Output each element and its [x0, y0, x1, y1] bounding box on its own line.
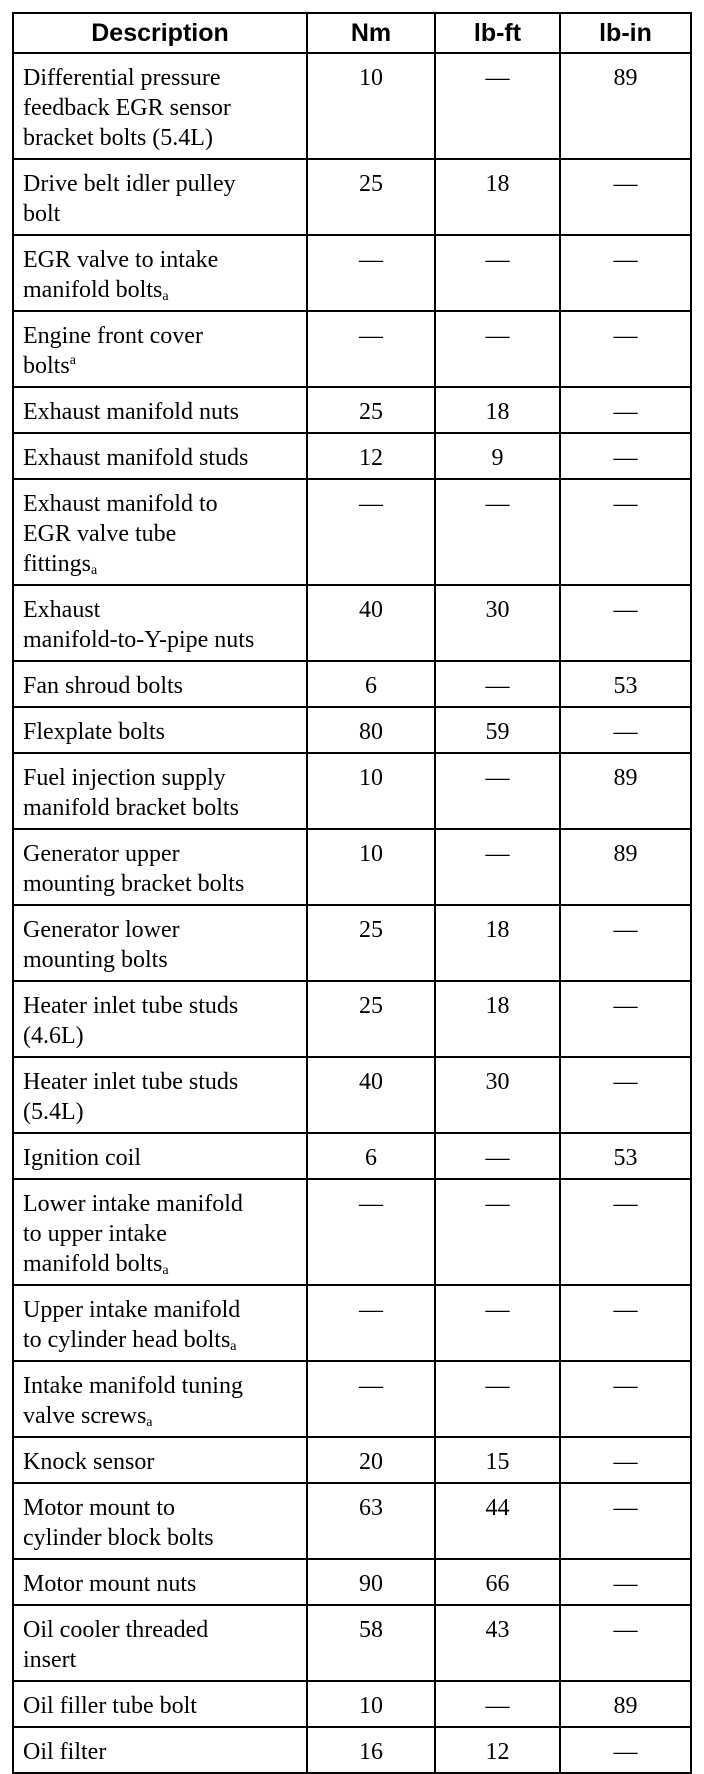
value-lb-in: —	[560, 1559, 691, 1605]
value-lb-in: —	[560, 1057, 691, 1133]
description-text: Motor mount to cylinder block bolts	[23, 1495, 214, 1551]
row-description	[13, 585, 307, 661]
value-nm: 10	[307, 829, 435, 905]
row-description	[13, 311, 307, 387]
row-description	[13, 159, 307, 235]
description-text: Exhaust manifold to EGR valve tube fittings	[23, 491, 218, 577]
footnote-marker: a	[162, 1263, 169, 1278]
value-lb-in: —	[560, 1437, 691, 1483]
value-lb-in: —	[560, 311, 691, 387]
value-lb-ft: 18	[435, 159, 560, 235]
value-nm: 6	[307, 1133, 435, 1179]
value-lb-ft: —	[435, 1179, 560, 1285]
value-lb-ft: 30	[435, 585, 560, 661]
description-text: Oil cooler threaded insert	[23, 1617, 209, 1673]
value-lb-ft: —	[435, 1285, 560, 1361]
table-header-row	[13, 13, 691, 53]
value-nm: 10	[307, 753, 435, 829]
value-nm: —	[307, 1285, 435, 1361]
header-lb-ft: lb-ft	[435, 13, 560, 53]
description-text: Ignition coil	[23, 1145, 141, 1171]
table-row	[13, 159, 691, 235]
table-row	[13, 1605, 691, 1681]
row-description	[13, 905, 307, 981]
description-text: Fan shroud bolts	[23, 673, 184, 699]
table-row	[13, 905, 691, 981]
row-description	[13, 1727, 307, 1773]
row-description	[13, 1605, 307, 1681]
description-text: Exhaust manifold-to-Y-pipe nuts	[23, 597, 255, 653]
description-text: Heater inlet tube studs (5.4L)	[23, 1069, 239, 1125]
description-text: Generator lower mounting bolts	[23, 917, 180, 973]
value-lb-in: —	[560, 1179, 691, 1285]
row-description	[13, 1559, 307, 1605]
value-lb-in: 89	[560, 53, 691, 159]
value-lb-in: —	[560, 1483, 691, 1559]
footnote-marker: a	[69, 353, 76, 368]
table-row	[13, 1133, 691, 1179]
value-lb-ft: —	[435, 311, 560, 387]
value-lb-in: —	[560, 905, 691, 981]
value-nm: 80	[307, 707, 435, 753]
description-text: EGR valve to intake manifold bolts	[23, 247, 219, 303]
value-lb-in: —	[560, 235, 691, 311]
table-row	[13, 1361, 691, 1437]
value-lb-ft: —	[435, 235, 560, 311]
row-description	[13, 829, 307, 905]
row-description	[13, 1483, 307, 1559]
table-row	[13, 387, 691, 433]
value-lb-in: —	[560, 1285, 691, 1361]
table-row	[13, 53, 691, 159]
value-lb-ft: —	[435, 1681, 560, 1727]
table-row	[13, 585, 691, 661]
table-row	[13, 1437, 691, 1483]
value-lb-ft: —	[435, 1133, 560, 1179]
value-nm: —	[307, 1179, 435, 1285]
row-description	[13, 387, 307, 433]
row-description	[13, 1361, 307, 1437]
value-lb-ft: —	[435, 753, 560, 829]
row-description	[13, 1179, 307, 1285]
description-text: Lower intake manifold to upper intake manifold bolts	[23, 1191, 243, 1277]
value-nm: 63	[307, 1483, 435, 1559]
description-text: Drive belt idler pulley bolt	[23, 171, 236, 227]
value-nm: 20	[307, 1437, 435, 1483]
row-description	[13, 1681, 307, 1727]
value-lb-ft: 18	[435, 905, 560, 981]
value-nm: 25	[307, 905, 435, 981]
value-lb-in: 89	[560, 753, 691, 829]
table-row	[13, 1559, 691, 1605]
value-lb-ft: 66	[435, 1559, 560, 1605]
value-lb-ft: 18	[435, 387, 560, 433]
description-text: Exhaust manifold studs	[23, 445, 249, 471]
value-nm: 12	[307, 433, 435, 479]
value-lb-in: 89	[560, 829, 691, 905]
value-lb-ft: 12	[435, 1727, 560, 1773]
value-lb-in: 53	[560, 1133, 691, 1179]
description-text: Flexplate bolts	[23, 719, 165, 745]
row-description	[13, 433, 307, 479]
value-lb-ft: 44	[435, 1483, 560, 1559]
description-text: Exhaust manifold nuts	[23, 399, 239, 425]
table-body	[13, 53, 691, 1773]
row-description	[13, 1437, 307, 1483]
value-nm: —	[307, 235, 435, 311]
row-description	[13, 1057, 307, 1133]
value-lb-ft: —	[435, 53, 560, 159]
value-lb-ft: 18	[435, 981, 560, 1057]
table-row	[13, 1727, 691, 1773]
table-row	[13, 1057, 691, 1133]
value-nm: 40	[307, 1057, 435, 1133]
description-text: Engine front cover bolts	[23, 323, 203, 379]
value-lb-ft: 43	[435, 1605, 560, 1681]
table-row	[13, 707, 691, 753]
value-lb-ft: 15	[435, 1437, 560, 1483]
row-description	[13, 479, 307, 585]
value-nm: 40	[307, 585, 435, 661]
value-nm: —	[307, 1361, 435, 1437]
footnote-marker: a	[91, 563, 98, 578]
value-lb-in: —	[560, 387, 691, 433]
value-nm: 90	[307, 1559, 435, 1605]
table-row	[13, 1179, 691, 1285]
footnote-marker: a	[230, 1339, 237, 1354]
header-nm: Nm	[307, 13, 435, 53]
table-row	[13, 1681, 691, 1727]
table-row	[13, 661, 691, 707]
table-row	[13, 311, 691, 387]
description-text: Knock sensor	[23, 1449, 155, 1475]
value-lb-ft: 59	[435, 707, 560, 753]
value-lb-ft: —	[435, 1361, 560, 1437]
value-nm: 10	[307, 1681, 435, 1727]
row-description	[13, 1285, 307, 1361]
value-lb-ft: —	[435, 661, 560, 707]
table-row	[13, 829, 691, 905]
table-row	[13, 753, 691, 829]
description-text: Motor mount nuts	[23, 1571, 197, 1597]
header-lb-in: lb-in	[560, 13, 691, 53]
value-lb-in: —	[560, 585, 691, 661]
value-lb-ft: 30	[435, 1057, 560, 1133]
row-description	[13, 53, 307, 159]
value-lb-in: —	[560, 1727, 691, 1773]
description-text: Oil filter	[23, 1739, 107, 1765]
row-description	[13, 661, 307, 707]
value-lb-in: —	[560, 1605, 691, 1681]
description-text: Heater inlet tube studs (4.6L)	[23, 993, 239, 1049]
value-lb-in: —	[560, 981, 691, 1057]
row-description	[13, 753, 307, 829]
value-nm: —	[307, 311, 435, 387]
value-lb-ft: —	[435, 479, 560, 585]
table-row	[13, 1483, 691, 1559]
value-nm: 25	[307, 981, 435, 1057]
value-lb-in: —	[560, 479, 691, 585]
value-lb-in: —	[560, 159, 691, 235]
description-text: Oil filler tube bolt	[23, 1693, 197, 1719]
header-description: Description	[13, 13, 307, 53]
value-nm: 25	[307, 159, 435, 235]
value-lb-in: 53	[560, 661, 691, 707]
value-lb-ft: —	[435, 829, 560, 905]
value-lb-in: —	[560, 707, 691, 753]
table-row	[13, 433, 691, 479]
value-nm: 58	[307, 1605, 435, 1681]
table-row	[13, 479, 691, 585]
value-lb-in: 89	[560, 1681, 691, 1727]
value-nm: —	[307, 479, 435, 585]
description-text: Intake manifold tuning valve screws	[23, 1373, 243, 1429]
row-description	[13, 981, 307, 1057]
row-description	[13, 235, 307, 311]
value-nm: 10	[307, 53, 435, 159]
table-row	[13, 1285, 691, 1361]
table-row	[13, 981, 691, 1057]
row-description	[13, 707, 307, 753]
value-lb-ft: 9	[435, 433, 560, 479]
value-lb-in: —	[560, 1361, 691, 1437]
table-row	[13, 235, 691, 311]
description-text: Generator upper mounting bracket bolts	[23, 841, 245, 897]
description-text: Fuel injection supply manifold bracket bolts	[23, 765, 239, 821]
value-nm: 16	[307, 1727, 435, 1773]
torque-specifications-table	[12, 12, 692, 1774]
description-text: Differential pressure feedback EGR sensor bracket bolts (5.4L)	[23, 65, 231, 151]
value-lb-in: —	[560, 433, 691, 479]
value-nm: 25	[307, 387, 435, 433]
row-description	[13, 1133, 307, 1179]
value-nm: 6	[307, 661, 435, 707]
footnote-marker: a	[146, 1415, 153, 1430]
footnote-marker: a	[162, 289, 169, 304]
description-text: Upper intake manifold to cylinder head bolts	[23, 1297, 241, 1353]
